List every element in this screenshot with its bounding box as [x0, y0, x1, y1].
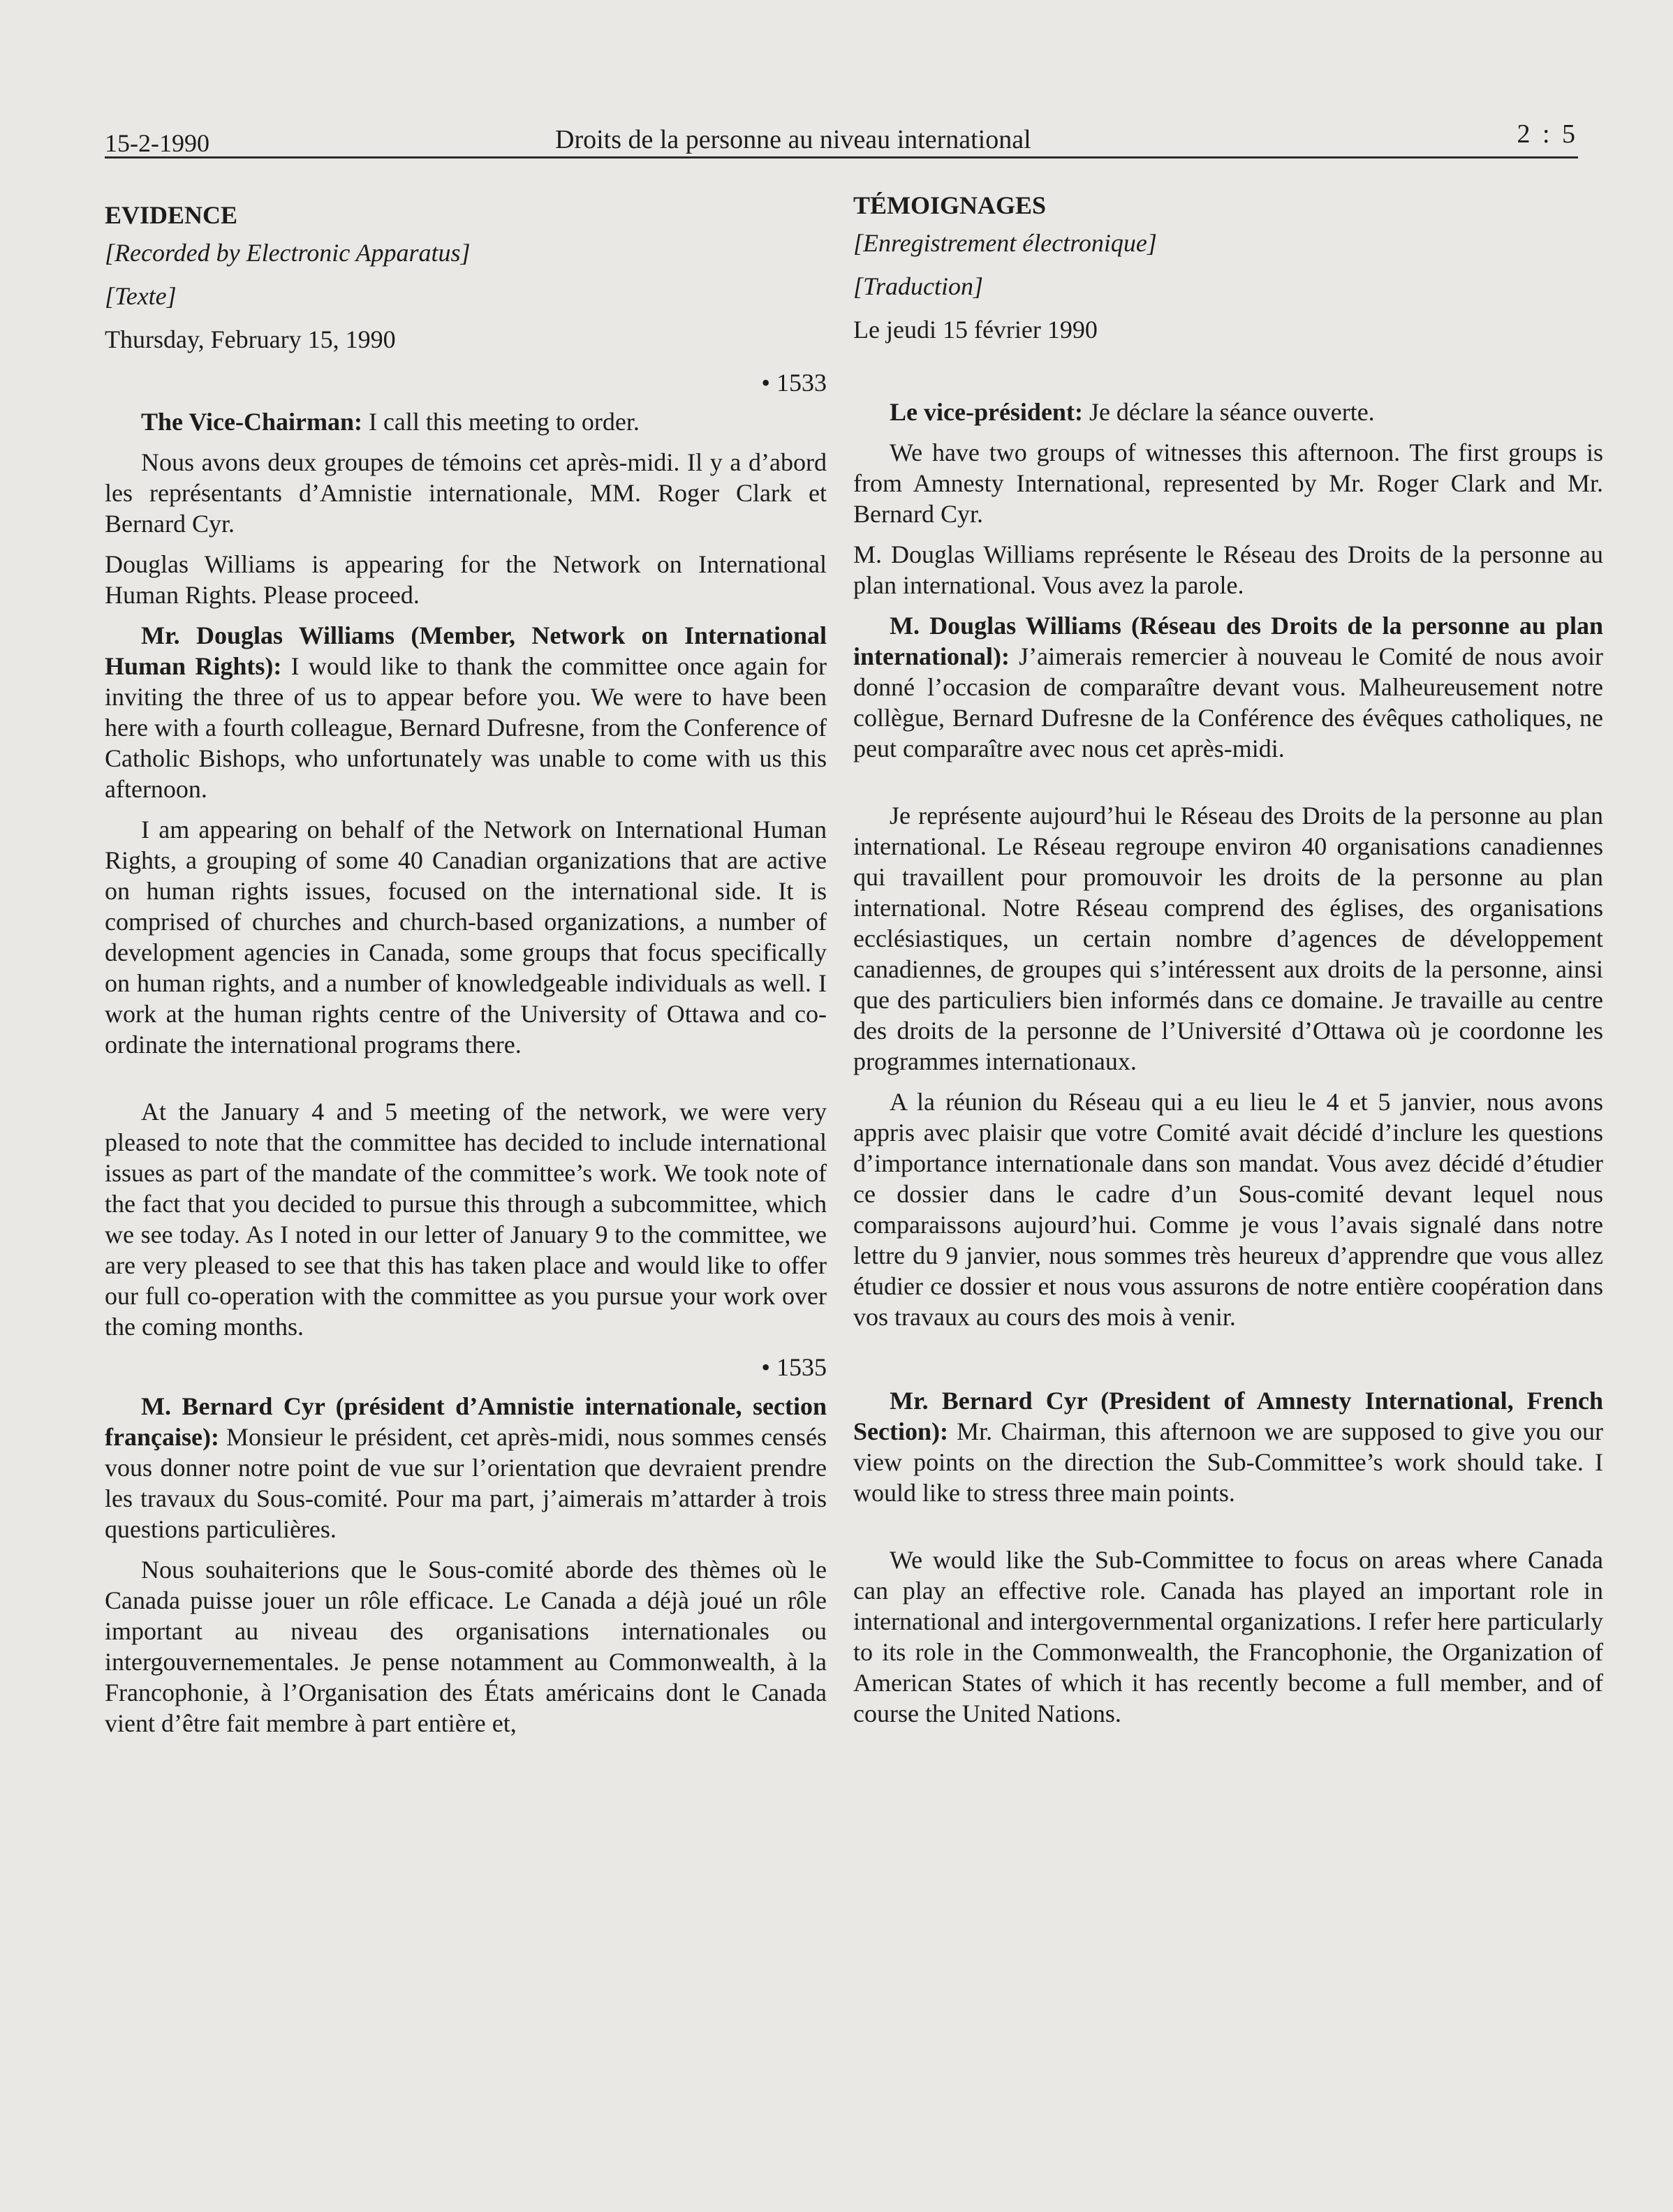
paragraph-williams-thanks: Mr. Douglas Williams (Member, Network on International Human Rights): I would like to thank the committee once again for inviting the three of us to appear before you. We were to have been here with a fourth colleague, Bernard Dufresne, from the Conference of Catholic Bishops, who unfortunately was unable to come with us this afternoon. [105, 621, 827, 803]
paragraph-vice-chairman: The Vice-Chairman: I call this meeting to order. [141, 408, 640, 436]
enregistrement-note: [Enregistrement électronique] [853, 229, 1157, 257]
paragraph-witnesses-fr: Nous avons deux groupes de témoins cet après-midi. Il y a d’abord les représentants d’Amnistie internationale, MM. Roger Clark et Bernard Cyr. [105, 448, 827, 538]
paragraph-network-meeting: At the January 4 and 5 meeting of the network, we were very pleased to note that the committee has decided to include international issues as part of the mandate of the committee’s work. We took note of the fact that you decided to pursue this through a subcommittee, which we see today. As I noted in our letter of January 9 to the committee, we are very pleased to see that this has taken place and would like to offer our full co-operation with the committee as you pursue your work over the coming months. [105, 1098, 827, 1341]
recorded-note: [Recorded by Electronic Apparatus] [105, 239, 471, 267]
paragraph-williams-thanks-fr: M. Douglas Williams (Réseau des Droits de la personne au plan international): J’aimerais remercier à nouveau le Comité de nous avoir donné l’occasion de comparaître devant vous. Malheureusement notre collègue, Bernard Dufresne de la Conférence des évêques catholiques, ne peut comparaître avec nous cet après-midi. [853, 612, 1603, 762]
traduction-note: [Traduction] [853, 272, 984, 300]
left-column [105, 200, 827, 1748]
temoignages-heading: TÉMOIGNAGES [853, 191, 1047, 219]
header-page-number: 2 : 5 [1517, 119, 1578, 149]
evidence-heading: EVIDENCE [105, 201, 238, 229]
speaker-name: Mr. Bernard Cyr (President of Amnesty International, French Section): [853, 1387, 1603, 1445]
header-title: Droits de la personne au niveau international [555, 125, 1031, 154]
paragraph-cyr-en: Mr. Bernard Cyr (President of Amnesty International, French Section): Mr. Chairman, this afternoon we are supposed to give you our view points on the direction the Sub-Committee’s work should take. I would like to stress three main points. [853, 1387, 1603, 1507]
speaker-name: M. Bernard Cyr (président d’Amnistie internationale, section française): [105, 1392, 827, 1451]
paragraph-witnesses-en: We have two groups of witnesses this afternoon. The first groups is from Amnesty International, represented by Mr. Roger Clark and Mr. Bernard Cyr. [853, 438, 1603, 528]
paragraph-canada-role-en: We would like the Sub-Committee to focus on areas where Canada can play an effective role. Canada has played an important role in international and intergovernmental organizations. I refer here particularly to its role in the Commonwealth, the Francophonie, the Organization of American States of which it has recently become a full member, and of course the United Nations. [853, 1546, 1603, 1727]
session-date-fr: Le jeudi 15 février 1990 [853, 316, 1098, 344]
paragraph-cyr-fr: M. Bernard Cyr (président d’Amnistie internationale, section française): Monsieur le président, cet après-midi, nous sommes censés vous donner notre point de vue sur l’orientation que devraient prendre les travaux du Sous-comité. Pour ma part, j’aimerais m’attarder à trois questions particulières. [105, 1392, 827, 1543]
speaker-name: M. Douglas Williams (Réseau des Droits de la personne au plan international): [853, 612, 1603, 670]
paragraph-network-description: I am appearing on behalf of the Network on International Human Rights, a grouping of some 40 Canadian organizations that are active on human rights issues, focused on the international side. It is comprised of churches and church-based organizations, a number of development agencies in Canada, some groups that focus specifically on human rights, and a number of knowledgeable individuals as well. I work at the human rights centre of the University of Ottawa and co-ordinate the international programs there. [105, 816, 827, 1059]
paragraph-canada-role-fr: Nous souhaiterions que le Sous-comité aborde des thèmes où le Canada puisse jouer un rôle efficace. Le Canada a déjà joué un rôle important au niveau des organisations internationales ou intergouvernementales. Je pense notamment au Commonwealth, à la Francophonie, à l’Organisation des États américains dont le Canada vient d’être fait membre à part entière et, [105, 1556, 827, 1737]
time-marker-1535: • 1535 [761, 1353, 827, 1381]
time-marker-1533: • 1533 [761, 369, 827, 397]
paragraph-williams-intro: Douglas Williams is appearing for the Network on International Human Rights. Please proceed. [105, 550, 827, 609]
paragraph-williams-intro-fr: M. Douglas Williams représente le Réseau des Droits de la personne au plan international. Vous avez la parole. [853, 540, 1603, 599]
texte-note: [Texte] [105, 282, 177, 310]
speaker-name: Le vice-président: [890, 398, 1083, 426]
session-date: Thursday, February 15, 1990 [105, 325, 396, 353]
header-date: 15-2-1990 [105, 129, 209, 157]
paragraph-reseau-description: Je représente aujourd’hui le Réseau des Droits de la personne au plan international. Le Réseau regroupe environ 40 organisations canadiennes qui travaillent pour promouvoir les droits de la personne au plan international. Notre Réseau comprend des églises, des organisations ecclésiastiques, un certain nombre d’agences de développement canadiennes, de groupes qui s’intéressent aux droits de la personne, ainsi que des particuliers bien informés dans ce domaine. Je travaille au centre des droits de la personne de l’Université d’Ottawa où je coordonne les programmes internationaux. [853, 802, 1603, 1075]
paragraph-vice-president: Le vice-président: Je déclare la séance ouverte. [890, 398, 1375, 426]
speaker-name: Mr. Douglas Williams (Member, Network on International Human Rights): [105, 621, 827, 680]
right-column [853, 190, 1603, 1739]
paragraph-reseau-meeting: A la réunion du Réseau qui a eu lieu le 4 et 5 janvier, nous avons appris avec plaisir que votre Comité avait décidé d’inclure les questions d’importance internationale dans son mandat. Vous avez décidé d’étudier ce dossier dans le cadre d’un Sous-comité devant lequel nous comparaissons aujourd’hui. Comme je vous l’avais signalé dans notre lettre du 9 janvier, nous sommes très heureux d’apprendre que vous allez étudier ce dossier et nous vous assurons de notre entière coopération dans vos travaux au cours des mois à venir. [853, 1088, 1603, 1331]
speaker-name: The Vice-Chairman: [141, 408, 362, 436]
page-header [105, 119, 1578, 158]
